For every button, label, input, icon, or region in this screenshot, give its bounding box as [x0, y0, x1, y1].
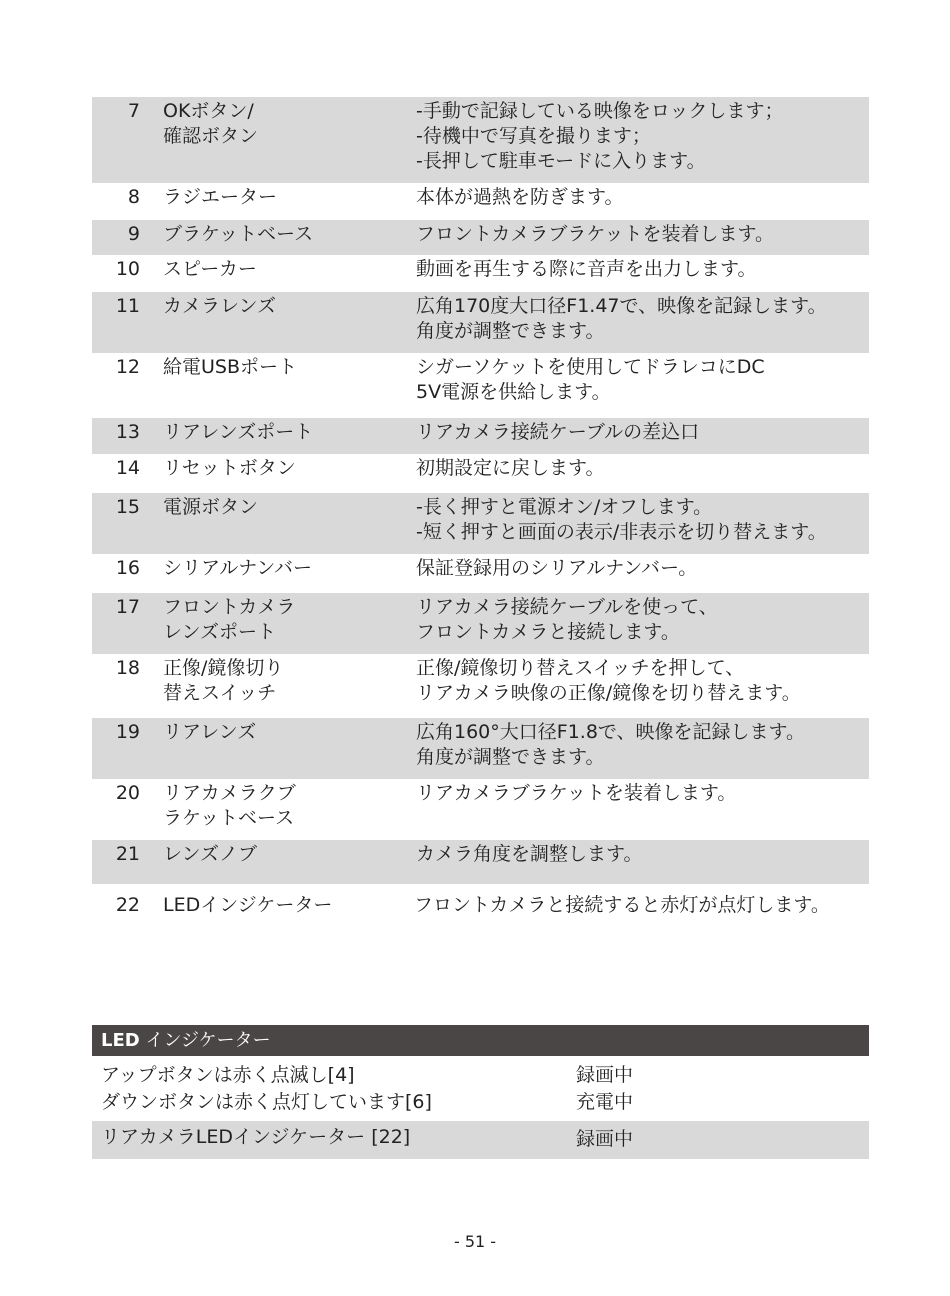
parts-row: [92, 654, 869, 718]
part-number: 7: [127, 100, 140, 122]
part-description: リアカメラ接続ケーブルを使って、 フロントカメラと接続します。: [416, 596, 718, 643]
part-name: OKボタン/ 確認ボタン: [163, 100, 259, 147]
parts-row: [92, 255, 869, 292]
page-number: - 51 -: [453, 1232, 497, 1251]
led-state: 録画中: [576, 1128, 634, 1150]
part-number: 17: [115, 596, 140, 618]
part-name: 給電USBポート: [163, 356, 298, 378]
parts-row: [92, 220, 869, 255]
part-description: 保証登録用のシリアルナンバー。: [416, 557, 698, 579]
part-number: 19: [115, 721, 140, 743]
part-number: 12: [115, 356, 140, 378]
led-row: [92, 1121, 869, 1159]
parts-row: [92, 418, 869, 454]
parts-row: [92, 493, 869, 554]
parts-row: [92, 884, 869, 924]
part-name: カメラレンズ: [163, 295, 276, 317]
parts-row: [92, 593, 869, 654]
part-description: 正像/鏡像切り替えスイッチを押して、 リアカメラ映像の正像/鏡像を切り替えます。: [416, 657, 801, 704]
part-name: リアカメラクブ ラケットベース: [163, 782, 296, 829]
part-number: 10: [115, 258, 140, 280]
led-header-text: インジケーター: [139, 1030, 271, 1051]
part-name: ラジエーター: [163, 186, 278, 208]
part-number: 18: [115, 657, 140, 679]
part-name: LEDインジケーター: [163, 894, 333, 916]
parts-row: [92, 840, 869, 884]
led-header-bold: LED: [101, 1030, 140, 1051]
part-number: 22: [115, 894, 140, 916]
part-name: リアレンズ: [163, 721, 257, 743]
part-name: スピーカー: [163, 258, 257, 280]
parts-row: [92, 554, 869, 593]
parts-row: [92, 718, 869, 779]
led-state: 録画中 充電中: [576, 1064, 634, 1113]
led-row: [92, 1056, 869, 1121]
part-number: 8: [127, 186, 140, 208]
part-name: フロントカメラ レンズポート: [163, 596, 296, 643]
part-description: リアカメラ接続ケーブルの差込口: [416, 421, 700, 443]
part-description: 広角170度大口径F1.47で、映像を記録します。 角度が調整できます。: [416, 295, 827, 342]
led-indicator-table: [92, 1025, 869, 1159]
part-name: レンズノブ: [163, 843, 257, 865]
part-number: 15: [115, 496, 140, 518]
part-description: リアカメラブラケットを装着します。: [416, 782, 737, 804]
part-description: -長く押すと電源オン/オフします。 -短く押すと画面の表示/非表示を切り替えます。: [416, 496, 827, 543]
part-name: リアレンズポート: [163, 421, 314, 443]
part-description: カメラ角度を調整します。: [416, 843, 643, 865]
parts-row: [92, 183, 869, 220]
part-number: 13: [115, 421, 140, 443]
part-number: 9: [127, 223, 140, 245]
part-number: 11: [115, 295, 140, 317]
part-description: 動画を再生する際に音声を出力します。: [416, 258, 757, 280]
led-condition: アップボタンは赤く点滅し[4] ダウンボタンは赤く点灯しています[6]: [101, 1064, 432, 1113]
part-name: リセットボタン: [163, 457, 296, 479]
part-name: 電源ボタン: [163, 496, 259, 518]
part-description: 本体が過熱を防ぎます。: [416, 186, 624, 208]
led-table-header: [92, 1025, 869, 1056]
part-description: 初期設定に戻します。: [416, 457, 605, 479]
part-number: 16: [115, 557, 140, 579]
part-number: 14: [115, 457, 140, 479]
parts-row: [92, 292, 869, 353]
part-description: -手動で記録している映像をロックします； -待機中で写真を撮ります； -長押して駐車モードに入ります。: [416, 100, 784, 172]
part-number: 20: [115, 782, 140, 804]
parts-row: [92, 454, 869, 493]
part-name: 正像/鏡像切り 替えスイッチ: [163, 657, 284, 704]
part-description: 広角160°大口径F1.8で、映像を記録します。 角度が調整できます。: [416, 721, 806, 768]
parts-table: [92, 97, 869, 924]
part-description: フロントカメラブラケットを装着します。: [416, 223, 774, 245]
parts-row: [92, 353, 869, 418]
parts-row: [92, 779, 869, 840]
part-name: ブラケットベース: [163, 223, 314, 245]
part-description: フロントカメラと接続すると赤灯が点灯します。: [414, 894, 830, 916]
part-number: 21: [115, 843, 140, 865]
part-description: シガーソケットを使用してドラレコにDC 5V電源を供給します。: [416, 356, 765, 403]
led-condition: リアカメラLEDインジケーター [22]: [101, 1126, 411, 1148]
parts-row: [92, 97, 869, 183]
part-name: シリアルナンバー: [163, 557, 312, 579]
